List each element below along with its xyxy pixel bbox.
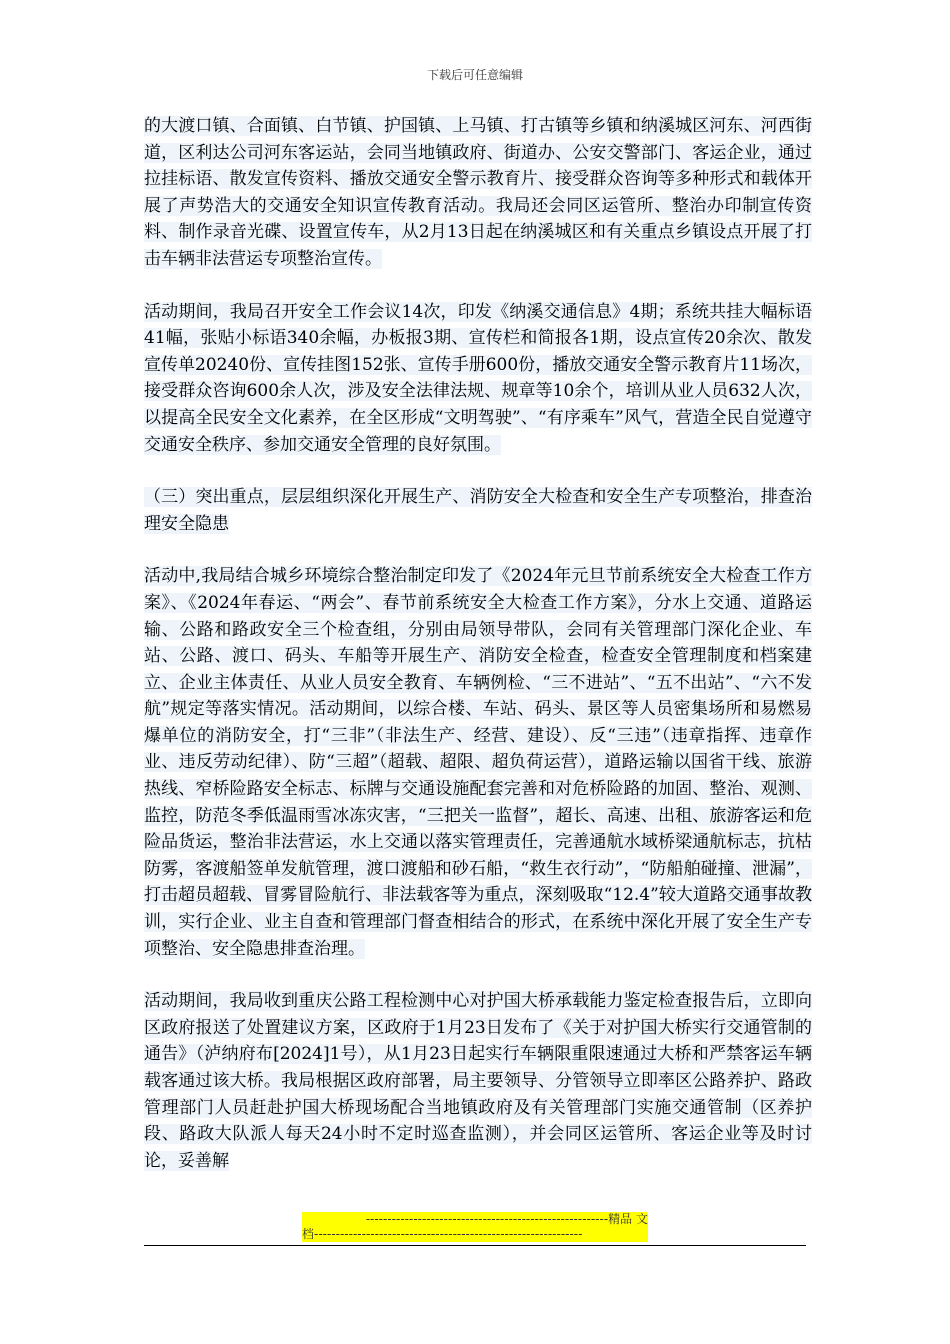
paragraph-1 <box>144 113 812 273</box>
paragraph-2-text: 活动期间，我局召开安全工作会议14次，印发《纳溪交通信息》4期；系统共挂大幅标语41幅，张贴小标语340余幅，办板报3期、宣传栏和简报各1期，设点宣传20余次、散发宣传单20240份、宣传挂图152张、宣传手册600份，播放交通安全警示教育片11场次，接受群众咨询600余人次，涉及安全法律法规、规章等10余个，培训从业人员632人次，以提高全民安全文化素养，在全区形成“文明驾驶”、“有序乘车”风气，营造全民自觉遵守交通安全秩序、参加交通安全管理的良好氛围。 <box>144 301 812 455</box>
paragraph-1-text: 的大渡口镇、合面镇、白节镇、护国镇、上马镇、打古镇等乡镇和纳溪城区河东、河西街道，区利达公司河东客运站，会同当地镇政府、街道办、公安交警部门、客运企业，通过拉挂标语、散发宣传资料、播放交通安全警示教育片、接受群众咨询等多种形式和载体开展了声势浩大的交通安全知识宣传教育活动。我局还会同区运管所、整治办印制宣传资料、制作录音光碟、设置宣传车，从2月13日起在纳溪城区和有关重点乡镇设点开展了打击车辆非法营运专项整治宣传。 <box>144 116 812 269</box>
section-heading-text: （三）突出重点，层层组织深化开展生产、消防安全大检查和安全生产专项整治，排查治理安全隐患 <box>144 487 812 534</box>
document-body <box>144 113 812 1174</box>
paragraph-3 <box>144 563 812 962</box>
page-header: 下载后可任意编辑 <box>426 68 523 82</box>
footer-rule <box>144 1245 806 1246</box>
footer-watermark <box>302 1212 648 1242</box>
paragraph-4-text: 活动期间，我局收到重庆公路工程检测中心对护国大桥承载能力鉴定检查报告后，立即向区政府报送了处置建议方案，区政府于1月23日发布了《关于对护国大桥实行交通管制的通告》（泸纳府布[2024]1号），从1月23日起实行车辆限重限速通过大桥和严禁客运车辆载客通过该大桥。我局根据区政府部署，局主要领导、分管领导立即率区公路养护、路政管理部门人员赶赴护国大桥现场配合当地镇政府及有关管理部门实施交通管制（区养护段、路政大队派人每天24小时不定时巡查监测），并会同区运管所、客运企业等及时讨论，妥善解 <box>144 991 812 1171</box>
footer-line-2: 档-------------------------------------------------------------- <box>302 1227 648 1242</box>
paragraph-2 <box>144 299 812 459</box>
section-heading <box>144 484 812 537</box>
paragraph-4 <box>144 988 812 1174</box>
paragraph-3-text: 活动中,我局结合城乡环境综合整治制定印发了《2024年元旦节前系统安全大检查工作方案》、《2024年春运、“两会”、春节前系统安全大检查工作方案》，分水上交通、道路运输、公路和路政安全三个检查组，分别由局领导带队，会同有关管理部门深化企业、车站、公路、渡口、码头、车船等开展生产、消防安全检查，检查安全管理制度和档案建立、企业主体责任、从业人员安全教育、车辆例检、“三不进站”、“五不出站”、“六不发航”规定等落实情况。活动期间，以综合楼、车站、码头、景区等人员密集场所和易燃易爆单位的消防安全，打“三非”（非法生产、经营、建设）、反“三违”（违章指挥、违章作业、违反劳动纪律）、防“三超”（超载、超限、超负荷运营），道路运输以国省干线、旅游热线、窄桥险路安全标志、标牌与交通设施配套完善和对危桥险路的加固、整治、观测、监控，防范冬季低温雨雪冰冻灾害，“三把关一监督”，超长、高速、出租、旅游客运和危险品货运，整治非法营运，水上交通以落实管理责任，完善通航水域桥梁通航标志，抗枯防雾，客渡船签单发航管理，渡口渡船和砂石船，“救生衣行动”，“防船舶碰撞、泄漏”，打击超员超载、冒雾冒险航行、非法载客等为重点，深刻吸取“12.4”较大道路交通事故教训，实行企业、业主自查和管理部门督查相结合的形式，在系统中深化开展了安全生产专项整治、安全隐患排查治理。 <box>144 566 812 959</box>
footer-line-1: --------------------------------------------------------精品 文 <box>302 1212 648 1227</box>
